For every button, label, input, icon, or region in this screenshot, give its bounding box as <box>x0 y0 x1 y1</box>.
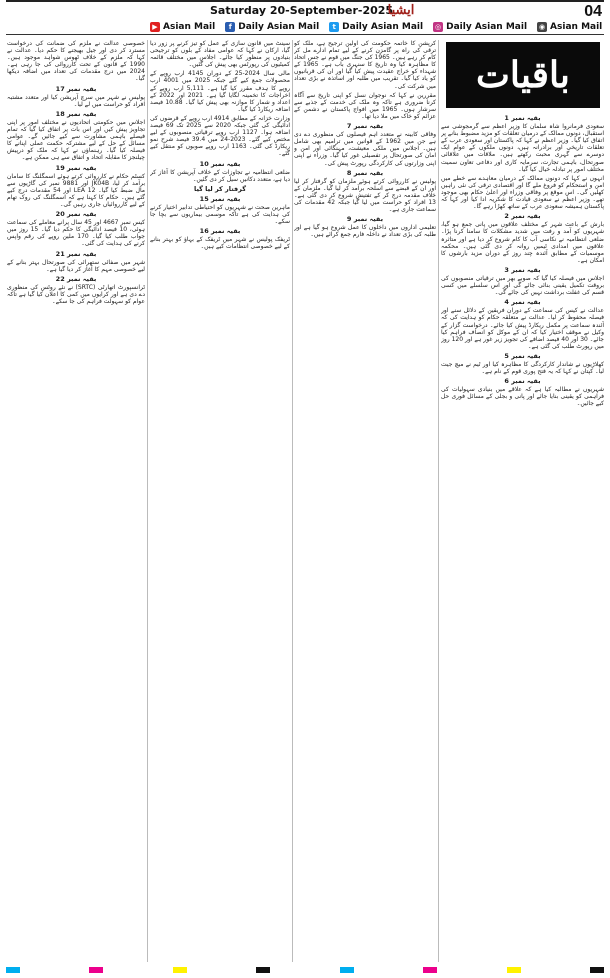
column-divider <box>147 40 148 962</box>
column-middle-right <box>294 40 436 962</box>
continuation-heading: بقیہ نمبر 10 <box>199 159 241 168</box>
article-paragraph: اجلاس میں حکومتی اتحادیوں نے مختلف امور پر اپنی تجاویز پیش کیں اور اس بات پر اتفاق کیا گیا کہ تمام فیصلے باہمی مشاورت سے کیے جائیں گے۔ عوامی مسائل کے حل کے لیے مشترکہ حکمت عملی اپنانے کا فیصلہ کیا گیا۔ رہنماؤں نے کہا کہ ملک کو درپیش چیلنجز کا مقابلہ اتحاد و اتفاق سے ہی ممکن ہے۔ <box>7 118 145 162</box>
article-paragraph: مقررین نے کہا کہ نوجوان نسل کو اپنی تاریخ سے آگاہ کرنا ضروری ہے تاکہ وہ ملک کی خدمت کے جذبے سے سرشار ہوں۔ 1965 میں افواج پاکستان نے دشمن کے عزائم کو خاک میں ملا دیا تھا۔ <box>294 91 436 120</box>
article-paragraph: وزارت خزانہ کے مطابق 4914 ارب روپے کے قرضوں کی ادائیگی کی گئی جبکہ 2020 سے 2025 تک 69 فیصد اضافہ ہوا۔ 1127 ارب روپے ترقیاتی منصوبوں کے لیے مختص کیے گئے۔ 2023-24 میں 39.4 فیصد شرح نمو ریکارڈ کی گئی۔ 1163 ارب روپے صوبوں کو منتقل کیے گئے۔ <box>150 114 290 158</box>
youtube-icon: ▶ <box>150 22 160 32</box>
social-link[interactable] <box>225 20 319 34</box>
continuation-heading: بقیہ نمبر 9 <box>346 215 384 224</box>
social-links <box>150 20 602 34</box>
continuation-heading: بقیہ نمبر 22 <box>55 274 97 283</box>
article-paragraph: وفاقی کابینہ نے متعدد اہم فیصلوں کی منظوری دے دی ہے جن میں 1962 کے قوانین میں ترامیم بھی شامل ہیں۔ اجلاس میں ملکی معیشت، مہنگائی اور امن و امان کی صورتحال پر تفصیلی غور کیا گیا۔ وزراء نے اپنی اپنی وزارتوں کی کارکردگی رپورٹ پیش کی۔ <box>294 131 436 167</box>
social-link[interactable] <box>433 20 527 34</box>
social-label: Daily Asian Mail <box>342 22 424 32</box>
continuation-heading: بقیہ نمبر 1 <box>504 114 541 122</box>
article-paragraph: اجلاس میں فیصلہ کیا گیا کہ صوبے بھر میں ترقیاتی منصوبوں کی بروقت تکمیل یقینی بنائی جائے گی اور اس سلسلے میں کسی قسم کی غفلت برداشت نہیں کی جائے گی۔ <box>441 274 604 297</box>
continuation-heading: بقیہ نمبر 7 <box>346 122 384 131</box>
article-paragraph: انہوں نے کہا کہ دونوں ممالک کے درمیان معاہدے سے خطے میں امن و استحکام کو فروغ ملے گا اور اقتصادی ترقی کی نئی راہیں کھلیں گی۔ اس موقع پر وفاقی وزراء اور اعلیٰ حکام بھی موجود تھے۔ وزیر اعظم نے سعودی قیادت کا شکریہ ادا کیا اور کہا کہ پاکستان ہمیشہ سعودی عرب کے ساتھ کھڑا رہے گا۔ <box>441 174 604 211</box>
column-left <box>7 40 145 962</box>
social-link[interactable] <box>537 20 602 34</box>
article-paragraph: شہریوں نے مطالبہ کیا ہے کہ علاقے میں بنیادی سہولیات کی فراہمی کو یقینی بنایا جائے اور پانی و بجلی کے مسائل فوری حل کیے جائیں۔ <box>441 386 604 408</box>
globe-icon: ◉ <box>538 23 546 31</box>
continuation-heading: بقیہ نمبر 5 <box>504 351 541 360</box>
social-label: Daily Asian Mail <box>238 22 320 32</box>
page-number: 04 <box>584 3 602 20</box>
article-paragraph: پولیس نے کارروائی کرتے ہوئے ملزمان کو گرفتار کر لیا اور ان کے قبضے سے اسلحہ برآمد کر لیا گیا۔ ملزمان کے خلاف مقدمہ درج کر کے تفتیش شروع کر دی گئی ہے۔ 13 افراد کو حراست میں لیا گیا جبکہ 42 مقدمات کی سماعت جاری ہے۔ <box>294 177 436 214</box>
instagram-icon: ◎ <box>435 23 442 31</box>
article-paragraph: بارش کے باعث شہر کے مختلف علاقوں میں پانی جمع ہو گیا، شہریوں کو آمد و رفت میں شدید مشکلات کا سامنا کرنا پڑا۔ ضلعی انتظامیہ نے نکاسی آب کا کام شروع کر دیا ہے اور متاثرہ علاقوں میں امدادی ٹیمیں روانہ کر دی گئی ہیں۔ محکمہ موسمیات کے مطابق آئندہ چند روز کے دوران مزید بارشوں کا امکان ہے۔ <box>441 221 604 264</box>
social-label: Asian Mail <box>163 22 216 32</box>
continuation-heading: بقیہ نمبر 3 <box>504 265 541 274</box>
article-paragraph: ٹریفک پولیس نے شہر میں ٹریفک کے بہاؤ کو بہتر بنانے کے لیے خصوصی انتظامات کیے ہیں۔ <box>150 236 290 251</box>
column-divider <box>292 40 293 962</box>
article-paragraph: کھلاڑیوں نے شاندار کارکردگی کا مظاہرہ کیا اور ٹیم نے میچ جیت لیا۔ کپتان نے کہا کہ یہ فتح پوری قوم کے نام ہے۔ <box>441 361 604 376</box>
continuation-heading: بقیہ نمبر 16 <box>199 227 241 236</box>
continuation-heading: بقیہ نمبر 2 <box>504 212 541 221</box>
print-color-bar <box>0 967 610 975</box>
article-paragraph: عدالت نے کیس کی سماعت کے دوران فریقین کے دلائل سنے اور فیصلہ محفوظ کر لیا۔ عدالت نے متعلقہ حکام کو ہدایت کی کہ آئندہ سماعت پر مکمل ریکارڈ پیش کیا جائے۔ درخواست گزار کے وکیل نے موقف اختیار کیا کہ ان کے موکل کو انصاف فراہم کیا جائے۔ 30 اور 40 فیصد اضافے کی تجویز زیر غور ہے اور 120 روز میں رپورٹ طلب کی گئی ہے۔ <box>441 307 604 350</box>
article-paragraph: ٹرانسپورٹ اتھارٹی (SRTC) نے نئے روٹس کی منظوری دے دی ہے اور کرایوں میں کمی کا اعلان کیا گیا ہے تاکہ عوام کو سہولت فراہم کی جا سکے۔ <box>7 283 145 306</box>
article-paragraph: ماہرین صحت نے شہریوں کو احتیاطی تدابیر اختیار کرنے کی ہدایت کی ہے تاکہ موسمی بیماریوں سے بچا جا سکے۔ <box>150 203 290 226</box>
social-label: Asian Mail <box>550 22 603 32</box>
continuation-heading: گرفتار کر لیا گیا <box>194 184 246 193</box>
article-paragraph: ضلعی انتظامیہ نے تجاوزات کے خلاف آپریشن کا آغاز کر دیا ہے، متعدد دکانیں سیل کر دی گئیں۔ <box>150 168 290 183</box>
article-paragraph: سینٹ میں قانون سازی کے عمل کو تیز کرنے پر زور دیا گیا، ارکان نے کہا کہ عوامی مفاد کے بلوں کو ترجیحی بنیادوں پر منظور کیا جائے۔ اجلاس میں مختلف قائمہ کمیٹیوں کی رپورٹس بھی پیش کی گئیں۔ <box>150 40 290 69</box>
masthead-rule <box>6 34 604 35</box>
continuation-heading: بقیہ نمبر 8 <box>346 168 384 177</box>
article-paragraph: پولیس نے شہر میں سرچ آپریشن کیا اور متعدد مشتبہ افراد کو حراست میں لے لیا۔ <box>7 93 145 108</box>
continuation-heading: بقیہ نمبر 19 <box>55 163 97 172</box>
column-middle-left <box>150 40 290 962</box>
masthead <box>0 3 610 31</box>
article-paragraph: کیس نمبر 4667 اور 45 سال پرانے معاملے کی سماعت ہوئی، 10 فیصد ادائیگی کا حکم دیا گیا۔ 15 روز میں جواب طلب کیا گیا۔ 170 ملین روپے کی رقم واپس کرنے کی ہدایت کی گئی۔ <box>7 219 145 248</box>
article-paragraph: کرپشن کا خاتمہ حکومت کی اولین ترجیح ہے، ملک کو ترقی کی راہ پر گامزن کرنے کے لیے تمام ادارے مل کر کام کر رہے ہیں۔ 1965 کی جنگ میں قوم نے جس اتحاد کا مظاہرہ کیا وہ تاریخ کا سنہری باب ہے۔ 1965 کے شہداء کو خراج عقیدت پیش کیا گیا اور ان کی قربانیوں کو یاد کیا گیا۔ تقریب میں طلبہ اور اساتذہ نے بڑی تعداد میں شرکت کی۔ <box>294 40 436 90</box>
newspaper-logo: ایشیا <box>387 3 415 18</box>
facebook-icon: f <box>225 22 235 32</box>
continuation-heading: بقیہ نمبر 4 <box>504 298 541 307</box>
column-right <box>441 40 604 962</box>
social-link[interactable] <box>329 20 423 34</box>
article-paragraph: مالی سال 2024-25 کے دوران 4145 ارب روپے کے محصولات جمع کیے گئے جبکہ 2025 میں 4001 ارب روپے کا ہدف مقرر کیا گیا ہے۔ 5,111 ارب روپے کے اخراجات کا تخمینہ لگایا گیا ہے۔ 2021 اور 2022 کے اعداد و شمار کا موازنہ بھی پیش کیا گیا۔ 10.88 فیصد اضافہ ریکارڈ کیا گیا۔ <box>150 70 290 113</box>
twitter-icon: t <box>329 22 339 32</box>
top-rule <box>6 0 604 2</box>
article-paragraph: سعودی فرمانروا شاہ سلمان کا وزیر اعظم سے گرمجوشی سے استقبال، دونوں ممالک کے درمیان تعلقات کو مزید مضبوط بنانے پر اتفاق کیا گیا۔ وزیر اعظم نے کہا کہ پاکستان اور سعودی عرب کے تعلقات تاریخی اور برادرانہ ہیں، دونوں ملکوں کے عوام ایک دوسرے سے گہری محبت رکھتے ہیں۔ ملاقات میں علاقائی صورتحال، باہمی تجارت، سرمایہ کاری اور دفاعی تعاون سمیت مختلف امور پر تبادلہ خیال کیا گیا۔ <box>441 123 604 173</box>
continuation-heading: بقیہ نمبر 18 <box>55 109 97 118</box>
continuation-heading: بقیہ نمبر 6 <box>504 377 541 386</box>
article-paragraph: تعلیمی اداروں میں داخلوں کا عمل شروع ہو گیا ہے اور طلبہ کی بڑی تعداد نے داخلہ فارم جمع کرائے ہیں۔ <box>294 224 436 239</box>
social-link[interactable] <box>150 20 215 34</box>
continuation-heading: بقیہ نمبر 17 <box>55 84 97 93</box>
article-paragraph: خصوصی عدالت نے ملزم کی ضمانت کی درخواست مسترد کر دی اور جیل بھیجنے کا حکم دیا۔ عدالت نے کہا کہ ملزم کے خلاف ٹھوس شواہد موجود ہیں۔ 1990 کے قانون کے تحت کارروائی کی جا رہی ہے۔ 2024 میں درج مقدمات کی تعداد میں اضافہ دیکھا گیا۔ <box>7 40 145 83</box>
article-paragraph: شہر میں صفائی ستھرائی کی صورتحال بہتر بنانے کے لیے خصوصی مہم کا آغاز کر دیا گیا ہے۔ <box>7 258 145 273</box>
continuation-heading: بقیہ نمبر 21 <box>55 249 97 258</box>
continuation-heading: بقیہ نمبر 20 <box>55 210 97 219</box>
social-label: Daily Asian Mail <box>446 22 528 32</box>
column-divider <box>438 40 439 962</box>
section-banner: باقیات <box>446 42 600 108</box>
issue-date: Saturday 20-September-2025 <box>210 4 394 17</box>
article-paragraph: کسٹم حکام نے کارروائی کرتے ہوئے اسمگلنگ کا سامان برآمد کر لیا، JK04B اور 9881 نمبر کی گاڑیوں سے مال ضبط کیا گیا۔ LEA 12 اور 54 مقدمات درج کیے گئے ہیں۔ حکام کا کہنا ہے کہ اسمگلنگ کی روک تھام کے لیے کارروائیاں جاری رہیں گی۔ <box>7 172 145 208</box>
continuation-heading: بقیہ نمبر 15 <box>199 194 241 203</box>
